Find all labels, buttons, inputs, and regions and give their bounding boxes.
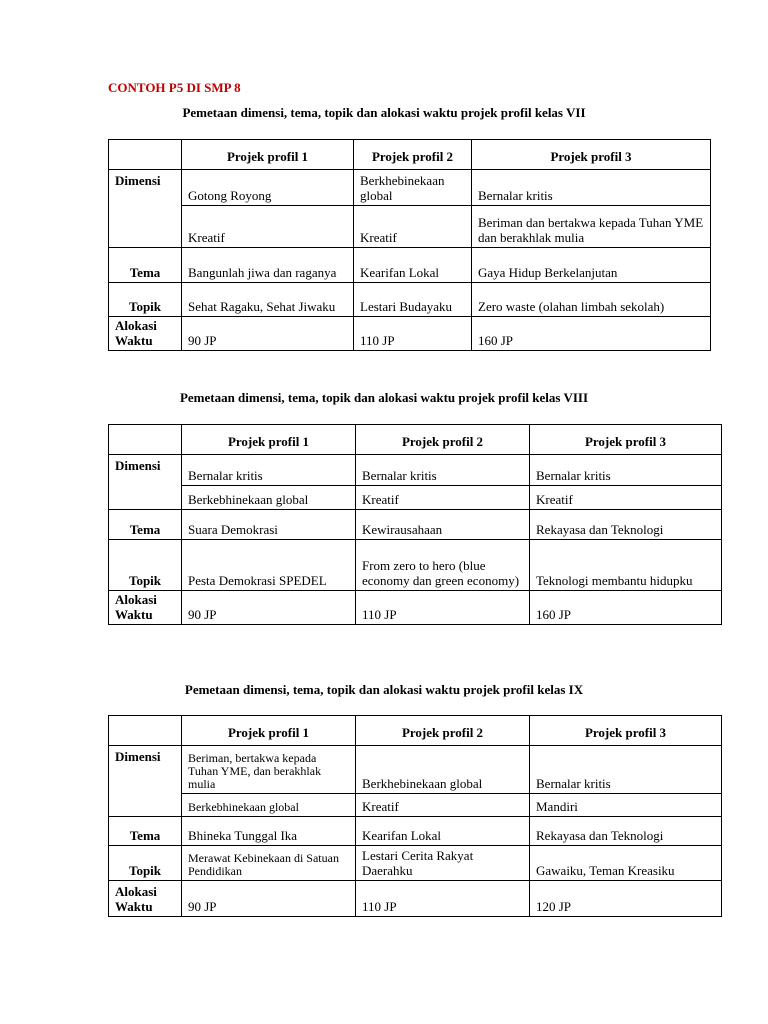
- table-cell: Berkhebinekaan global: [356, 746, 530, 794]
- section-title-ix: Pemetaan dimensi, tema, topik dan alokasi waktu projek profil kelas IX: [184, 682, 584, 697]
- row-label-dimensi: Dimensi: [109, 170, 182, 248]
- table-row: [109, 746, 722, 794]
- empty-corner-cell: [109, 425, 182, 455]
- table-cell: From zero to hero (blue economy dan green economy): [356, 540, 530, 591]
- row-label-tema: Tema: [109, 817, 182, 846]
- row-label-alokasi: Alokasi Waktu: [109, 317, 182, 351]
- table-cell: Sehat Ragaku, Sehat Jiwaku: [182, 283, 354, 317]
- table-cell: Bernalar kritis: [530, 455, 722, 486]
- table-cell: Bernalar kritis: [472, 170, 711, 206]
- cell-text: Berkebhinekaan global: [188, 800, 299, 814]
- table-cell: Suara Demokrasi: [182, 510, 356, 540]
- table-header-row: [109, 716, 722, 746]
- column-header: Projek profil 1: [182, 716, 356, 746]
- table-cell: [182, 746, 356, 794]
- row-label-topik: Topik: [109, 283, 182, 317]
- column-header: Projek profil 3: [472, 140, 711, 170]
- cell-text: Beriman, bertakwa kepada Tuhan YME, dan berakhlak mulia: [188, 751, 322, 791]
- column-header: Projek profil 1: [182, 140, 354, 170]
- table-row: [109, 206, 711, 248]
- column-header: Projek profil 3: [530, 425, 722, 455]
- table-row: [109, 317, 711, 351]
- table-cell: Kewirausahaan: [356, 510, 530, 540]
- table-row: [109, 540, 722, 591]
- table-cell: Bhineka Tunggal Ika: [182, 817, 356, 846]
- table-cell: [182, 846, 356, 881]
- table-cell: 120 JP: [530, 881, 722, 917]
- table-cell: Beriman dan bertakwa kepada Tuhan YME dan berakhlak mulia: [472, 206, 711, 248]
- table-cell: Bernalar kritis: [182, 455, 356, 486]
- row-label-alokasi: Alokasi Waktu: [109, 591, 182, 625]
- table-row: [109, 486, 722, 510]
- row-label-tema: Tema: [109, 248, 182, 283]
- table-row: [109, 248, 711, 283]
- table-cell: Teknologi membantu hidupku: [530, 540, 722, 591]
- table-kelas-vii: [108, 139, 711, 351]
- table-cell: Berkhebinekaan global: [354, 170, 472, 206]
- table-row: [109, 170, 711, 206]
- table-cell: 90 JP: [182, 591, 356, 625]
- table-cell: Bangunlah jiwa dan raganya: [182, 248, 354, 283]
- table-row: [109, 846, 722, 881]
- row-label-alokasi: Alokasi Waktu: [109, 881, 182, 917]
- table-cell: 90 JP: [182, 881, 356, 917]
- document-label: CONTOH P5 DI SMP 8: [108, 80, 241, 95]
- row-label-dimensi: Dimensi: [109, 746, 182, 817]
- table-cell: Lestari Budayaku: [354, 283, 472, 317]
- table-cell: Gotong Royong: [182, 170, 354, 206]
- table-cell: 160 JP: [530, 591, 722, 625]
- table-cell: Lestari Cerita Rakyat Daerahku: [356, 846, 530, 881]
- table-cell: Kreatif: [530, 486, 722, 510]
- table-row: [109, 455, 722, 486]
- table-cell: 90 JP: [182, 317, 354, 351]
- row-label-dimensi: Dimensi: [109, 455, 182, 510]
- table-row: [109, 817, 722, 846]
- table-row: [109, 881, 722, 917]
- table-cell: 160 JP: [472, 317, 711, 351]
- table-cell: Gaya Hidup Berkelanjutan: [472, 248, 711, 283]
- table-cell: Bernalar kritis: [356, 455, 530, 486]
- table-cell: Pesta Demokrasi SPEDEL: [182, 540, 356, 591]
- table-row: [109, 283, 711, 317]
- column-header: Projek profil 3: [530, 716, 722, 746]
- table-cell: Gawaiku, Teman Kreasiku: [530, 846, 722, 881]
- table-row: [109, 510, 722, 540]
- table-cell: Kreatif: [182, 206, 354, 248]
- table-cell: Kearifan Lokal: [356, 817, 530, 846]
- table-cell: Kearifan Lokal: [354, 248, 472, 283]
- column-header: Projek profil 2: [356, 716, 530, 746]
- table-header-row: [109, 425, 722, 455]
- table-cell: 110 JP: [354, 317, 472, 351]
- table-cell: Mandiri: [530, 794, 722, 817]
- empty-corner-cell: [109, 716, 182, 746]
- empty-corner-cell: [109, 140, 182, 170]
- table-row: [109, 591, 722, 625]
- table-cell: 110 JP: [356, 881, 530, 917]
- table-cell: 110 JP: [356, 591, 530, 625]
- table-header-row: [109, 140, 711, 170]
- column-header: Projek profil 2: [356, 425, 530, 455]
- table-kelas-ix: [108, 715, 722, 917]
- row-label-topik: Topik: [109, 846, 182, 881]
- table-cell: Berkebhinekaan global: [182, 486, 356, 510]
- table-cell: Rekayasa dan Teknologi: [530, 817, 722, 846]
- table-kelas-viii: [108, 424, 722, 625]
- section-title-vii: Pemetaan dimensi, tema, topik dan alokasi waktu projek profil kelas VII: [182, 105, 586, 120]
- table-cell: Kreatif: [356, 486, 530, 510]
- table-cell: Zero waste (olahan limbah sekolah): [472, 283, 711, 317]
- table-row: [109, 794, 722, 817]
- row-label-tema: Tema: [109, 510, 182, 540]
- table-cell: Rekayasa dan Teknologi: [530, 510, 722, 540]
- table-cell: Kreatif: [356, 794, 530, 817]
- table-cell: [182, 794, 356, 817]
- table-cell: Bernalar kritis: [530, 746, 722, 794]
- section-title-viii: Pemetaan dimensi, tema, topik dan alokasi waktu projek profil kelas VIII: [179, 390, 589, 405]
- row-label-topik: Topik: [109, 540, 182, 591]
- column-header: Projek profil 2: [354, 140, 472, 170]
- cell-text: Merawat Kebinekaan di Satuan Pendidikan: [188, 851, 339, 878]
- column-header: Projek profil 1: [182, 425, 356, 455]
- table-cell: Kreatif: [354, 206, 472, 248]
